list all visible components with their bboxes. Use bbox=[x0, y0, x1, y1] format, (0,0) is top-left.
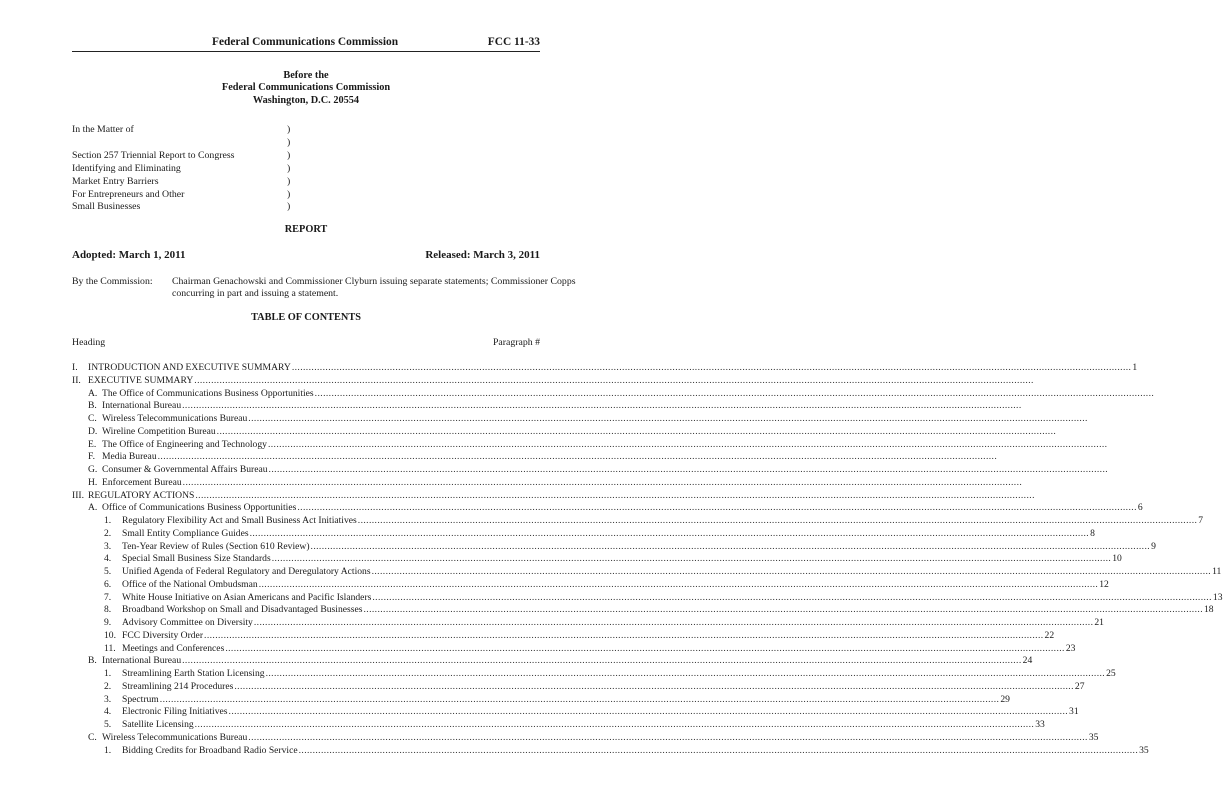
by-commission-text: Chairman Genachowski and Commissioner Clyburn issuing separate statements; Commissioner Copps concurring in part and issuing a statement. bbox=[172, 276, 576, 300]
report-title: REPORT bbox=[284, 224, 328, 235]
toc-entry-number: 8. bbox=[104, 604, 112, 616]
toc-entry-body bbox=[122, 719, 1045, 732]
toc-entry-paragraph bbox=[1056, 426, 1061, 439]
toc-entry-paragraph bbox=[1035, 490, 1040, 503]
toc-entry[interactable] bbox=[72, 566, 1222, 579]
toc-entry-paragraph: 24 bbox=[1022, 655, 1033, 667]
header-title: Federal Communications Commission bbox=[212, 36, 399, 48]
paren: ) bbox=[287, 188, 291, 200]
adopted-date: Adopted: March 1, 2011 bbox=[72, 249, 186, 261]
toc-dot-leader: ............................................................................................................................................................................................................................................................................................................ bbox=[159, 693, 1000, 705]
toc-dot-leader: ............................................................................................................................................................................................................................................................................................................ bbox=[297, 502, 1137, 514]
toc-entry[interactable] bbox=[72, 515, 1204, 528]
toc-entry-title: Ten-Year Review of Rules (Section 610 Review) bbox=[122, 540, 310, 552]
toc-entry[interactable] bbox=[72, 655, 1033, 668]
toc-entry-title: REGULATORY ACTIONS bbox=[88, 489, 195, 501]
toc-entry-body bbox=[102, 476, 1023, 490]
toc-entry-body bbox=[122, 604, 1214, 617]
paren: ) bbox=[287, 201, 291, 213]
toc-dot-leader: ............................................................................................................................................................................................................................................................................................................ bbox=[249, 527, 1090, 539]
caption-parentheses bbox=[287, 124, 290, 214]
toc-dot-leader: ............................................................................................................................................................................................................................................................................................................ bbox=[248, 731, 1088, 743]
toc-entry-number: 2. bbox=[104, 527, 112, 539]
toc-paragraph-label: Paragraph # bbox=[492, 337, 540, 348]
toc-dot-leader: ............................................................................................................................................................................................................................................................................................................ bbox=[225, 642, 1065, 654]
toc-entry-body bbox=[102, 425, 1057, 439]
toc-entry-body bbox=[122, 527, 1095, 541]
toc-entry-number: F. bbox=[88, 451, 95, 463]
toc-entry[interactable] bbox=[72, 464, 1109, 477]
toc-entry-number: D. bbox=[88, 425, 98, 437]
toc-entry-paragraph: 18 bbox=[1204, 604, 1214, 616]
toc-dot-leader: ............................................................................................................................................................................................................................................................................................................ bbox=[310, 540, 1151, 552]
toc-entry[interactable] bbox=[72, 387, 1155, 401]
matter-line: Small Businesses bbox=[72, 201, 141, 213]
toc-entry-number: 6. bbox=[104, 578, 112, 590]
toc-entry-title: Streamlining Earth Station Licensing bbox=[122, 668, 265, 679]
toc-entry-title: Spectrum bbox=[122, 693, 159, 705]
toc-entry-number: C. bbox=[88, 413, 97, 424]
toc-entry-number: 1. bbox=[104, 515, 112, 526]
toc-entry-number: H. bbox=[88, 476, 98, 488]
paren: ) bbox=[287, 175, 291, 187]
toc-entry-title: Small Entity Compliance Guides bbox=[122, 527, 249, 539]
toc-entry-title: Enforcement Bureau bbox=[102, 476, 182, 488]
toc-entry-number: 3. bbox=[104, 540, 112, 552]
toc-entry-title: International Bureau bbox=[102, 400, 182, 412]
toc-dot-leader: ............................................................................................................................................................................................................................................................................................................ bbox=[234, 680, 1074, 692]
table-of-contents bbox=[72, 362, 1223, 757]
toc-entry-body bbox=[102, 502, 1143, 515]
toc-dot-leader: ............................................................................................................................................................................................................................................................................................................ bbox=[258, 578, 1099, 590]
toc-entry-title: Electronic Filing Initiatives bbox=[122, 706, 228, 718]
toc-entry-title: Meetings and Conferences bbox=[122, 642, 225, 654]
toc-entry-paragraph: 6 bbox=[1137, 502, 1143, 514]
toc-entry-title: International Bureau bbox=[102, 655, 182, 667]
toc-entry-number: 3. bbox=[104, 693, 112, 705]
toc-entry-title: The Office of Engineering and Technology bbox=[102, 438, 267, 450]
toc-entry[interactable] bbox=[72, 591, 1223, 605]
in-the-matter-block bbox=[72, 124, 332, 214]
toc-dot-leader: ............................................................................................................................................................................................................................................................................................................ bbox=[363, 604, 1203, 616]
toc-entry-body bbox=[122, 617, 1104, 630]
toc-entry-number: B. bbox=[88, 400, 97, 412]
toc-entry-title: Wireless Telecommunications Bureau bbox=[102, 413, 248, 424]
toc-entry[interactable] bbox=[72, 413, 1088, 426]
toc-entry-number: 1. bbox=[104, 668, 112, 679]
toc-entry-body bbox=[122, 515, 1204, 528]
toc-entry[interactable] bbox=[72, 731, 1099, 745]
toc-dot-leader: ............................................................................................................................................................................................................................................................................................................ bbox=[371, 566, 1212, 577]
caption-address: Washington, D.C. 20554 bbox=[252, 94, 360, 106]
toc-entry-body bbox=[122, 591, 1223, 605]
toc-entry-body bbox=[102, 451, 998, 464]
toc-entry-body bbox=[122, 578, 1109, 592]
toc-entry-number: 1. bbox=[104, 744, 112, 756]
toc-entry[interactable] bbox=[72, 451, 998, 464]
toc-entry[interactable] bbox=[72, 604, 1214, 617]
toc-entry-paragraph: 12 bbox=[1099, 578, 1109, 590]
toc-entry-title: Media Bureau bbox=[102, 451, 157, 463]
toc-dot-leader: ............................................................................................................................................................................................................................................................................................................ bbox=[253, 617, 1094, 628]
toc-entry-number: 7. bbox=[104, 591, 112, 603]
toc-entry-body bbox=[102, 400, 1022, 413]
toc-entry[interactable] bbox=[72, 642, 1076, 656]
toc-entry-number: C. bbox=[88, 731, 97, 743]
toc-entry-title: White House Initiative on Asian Americans and Pacific Islanders bbox=[122, 591, 372, 603]
toc-entry-paragraph bbox=[1107, 439, 1112, 452]
caption-block bbox=[72, 70, 540, 107]
toc-entry-title: Advisory Committee on Diversity bbox=[122, 617, 253, 628]
toc-dot-leader: ............................................................................................................................................................................................................................................................................................................ bbox=[248, 413, 1088, 424]
toc-entry-body bbox=[102, 438, 1108, 452]
by-commission-label: By the Commission: bbox=[72, 276, 153, 287]
toc-dot-leader: ............................................................................................................................................................................................................................................................................................................ bbox=[195, 489, 1035, 501]
toc-entry[interactable] bbox=[72, 362, 1138, 375]
toc-dot-leader: ............................................................................................................................................................................................................................................................................................................ bbox=[182, 655, 1022, 667]
toc-entry-title: Office of Communications Business Opportunities bbox=[102, 502, 297, 514]
toc-entry-title: Wireless Telecommunications Bureau bbox=[102, 731, 248, 743]
toc-entry[interactable] bbox=[72, 578, 1109, 592]
caption-line-1: Before the bbox=[283, 70, 329, 81]
toc-entry-number: 4. bbox=[104, 706, 112, 718]
toc-entry-paragraph: 27 bbox=[1074, 680, 1085, 692]
toc-entry[interactable] bbox=[72, 693, 1010, 707]
toc-entry[interactable] bbox=[72, 680, 1085, 694]
toc-entry-body bbox=[122, 642, 1076, 656]
toc-heading-label: Heading bbox=[72, 337, 106, 348]
toc-entry-body bbox=[102, 464, 1109, 477]
toc-dot-leader: ............................................................................................................................................................................................................................................................................................................ bbox=[372, 591, 1212, 603]
toc-entry-paragraph: 21 bbox=[1094, 617, 1104, 628]
header-rule bbox=[72, 51, 540, 52]
toc-entry-title: FCC Diversity Order bbox=[122, 629, 204, 641]
toc-entry-paragraph: 13 bbox=[1212, 591, 1223, 603]
toc-entry-body bbox=[122, 668, 1116, 681]
matter-line: In the Matter of bbox=[72, 124, 134, 135]
toc-entry[interactable] bbox=[72, 527, 1095, 541]
toc-column-headers bbox=[72, 337, 540, 349]
toc-entry[interactable] bbox=[72, 425, 1057, 439]
toc-entry-title: The Office of Communications Business Opportunities bbox=[102, 387, 314, 399]
toc-entry-paragraph bbox=[997, 451, 1002, 464]
header-docket-number: FCC 11-33 bbox=[487, 36, 540, 48]
toc-entry-paragraph: 35 bbox=[1139, 744, 1149, 756]
toc-entry-number: 4. bbox=[104, 553, 112, 565]
toc-entry-paragraph: 22 bbox=[1044, 629, 1055, 641]
toc-entry-paragraph: 10 bbox=[1112, 553, 1122, 565]
toc-entry-body bbox=[88, 374, 1034, 388]
toc-entry-number: G. bbox=[88, 464, 98, 475]
toc-entry-body bbox=[122, 540, 1156, 554]
toc-dot-leader: ............................................................................................................................................................................................................................................................................................................ bbox=[314, 387, 1155, 399]
toc-entry-number: 2. bbox=[104, 680, 112, 692]
toc-entry-paragraph bbox=[1108, 464, 1113, 477]
matter-line bbox=[72, 137, 332, 150]
toc-entry-body bbox=[102, 655, 1033, 668]
toc-dot-leader: ............................................................................................................................................................................................................................................................................................................ bbox=[291, 362, 1132, 373]
toc-entry-number: I. bbox=[72, 362, 78, 373]
toc-entry-body bbox=[122, 693, 1010, 707]
toc-entry-body bbox=[122, 566, 1222, 579]
toc-entry[interactable] bbox=[72, 706, 1079, 719]
toc-entry-title: Regulatory Flexibility Act and Small Business Act Initiatives bbox=[122, 515, 357, 526]
toc-entry-body bbox=[122, 553, 1122, 566]
caption-agency: Federal Communications Commission bbox=[221, 82, 391, 94]
toc-entry-body bbox=[102, 387, 1155, 401]
matter-line: Identifying and Eliminating bbox=[72, 162, 181, 174]
toc-entry[interactable] bbox=[72, 617, 1104, 630]
toc-entry-title: Broadband Workshop on Small and Disadvantaged Businesses bbox=[122, 604, 363, 616]
paren: ) bbox=[287, 124, 291, 135]
toc-entry-title: Unified Agenda of Federal Regulatory and Deregulatory Actions bbox=[122, 566, 371, 577]
toc-entry[interactable] bbox=[72, 540, 1156, 554]
toc-dot-leader: ............................................................................................................................................................................................................................................................................................................ bbox=[216, 425, 1057, 437]
toc-entry-number: A. bbox=[88, 502, 98, 514]
toc-entry-number: 10. bbox=[104, 629, 116, 641]
toc-entry-body bbox=[122, 629, 1055, 643]
toc-entry-number: 9. bbox=[104, 617, 112, 628]
toc-entry-paragraph: 35 bbox=[1088, 731, 1099, 743]
toc-entry-number: II. bbox=[72, 374, 81, 386]
toc-entry-number: E. bbox=[88, 438, 97, 450]
toc-entry-body bbox=[122, 706, 1079, 719]
toc-entry-paragraph bbox=[1088, 413, 1093, 426]
toc-entry-number: III. bbox=[72, 489, 84, 501]
toc-entry-title: Wireline Competition Bureau bbox=[102, 425, 216, 437]
toc-entry-paragraph bbox=[1154, 388, 1159, 401]
toc-dot-leader: ............................................................................................................................................................................................................................................................................................................ bbox=[268, 464, 1109, 475]
toc-dot-leader: ............................................................................................................................................................................................................................................................................................................ bbox=[182, 400, 1022, 412]
toc-dot-leader: ............................................................................................................................................................................................................................................................................................................ bbox=[157, 451, 998, 463]
running-header bbox=[72, 36, 540, 50]
toc-entry[interactable] bbox=[72, 476, 1023, 490]
toc-dot-leader: ............................................................................................................................................................................................................................................................................................................ bbox=[204, 629, 1044, 641]
toc-entry-title: Bidding Credits for Broadband Radio Service bbox=[122, 744, 298, 756]
toc-entry-body bbox=[122, 680, 1085, 694]
toc-dot-leader: ............................................................................................................................................................................................................................................................................................................ bbox=[267, 438, 1108, 450]
toc-entry[interactable] bbox=[72, 400, 1022, 413]
toc-entry-body bbox=[88, 489, 1035, 503]
toc-entry[interactable] bbox=[72, 719, 1045, 732]
toc-dot-leader: ............................................................................................................................................................................................................................................................................................................ bbox=[357, 515, 1198, 526]
paren: ) bbox=[287, 149, 291, 161]
dates-line bbox=[72, 249, 540, 263]
toc-entry-title: EXECUTIVE SUMMARY bbox=[88, 374, 194, 386]
toc-dot-leader: ............................................................................................................................................................................................................................................................................................................ bbox=[194, 374, 1034, 386]
toc-entry-title: Consumer & Governmental Affairs Bureau bbox=[102, 464, 268, 475]
toc-entry-paragraph: 11 bbox=[1212, 566, 1222, 577]
toc-entry-paragraph: 1 bbox=[1132, 362, 1138, 373]
toc-entry[interactable] bbox=[72, 553, 1122, 566]
toc-entry-body bbox=[122, 744, 1149, 758]
toc-entry-paragraph: 25 bbox=[1106, 668, 1116, 679]
matter-line: Market Entry Barriers bbox=[72, 175, 159, 187]
toc-dot-leader: ............................................................................................................................................................................................................................................................................................................ bbox=[228, 706, 1069, 718]
toc-entry-paragraph: 23 bbox=[1065, 642, 1076, 654]
toc-dot-leader: ............................................................................................................................................................................................................................................................................................................ bbox=[182, 476, 1023, 488]
toc-entry[interactable] bbox=[72, 489, 1035, 503]
released-date: Released: March 3, 2011 bbox=[425, 249, 540, 261]
toc-entry-body bbox=[102, 731, 1099, 745]
toc-entry-paragraph: 8 bbox=[1090, 527, 1095, 539]
toc-entry-paragraph bbox=[1022, 477, 1027, 490]
toc-entry-body bbox=[102, 413, 1088, 426]
toc-entry[interactable] bbox=[72, 502, 1143, 515]
toc-entry-number: 5. bbox=[104, 719, 112, 730]
paren: ) bbox=[287, 162, 291, 174]
toc-entry-title: INTRODUCTION AND EXECUTIVE SUMMARY bbox=[88, 362, 291, 373]
toc-dot-leader: ............................................................................................................................................................................................................................................................................................................ bbox=[194, 719, 1035, 730]
matter-line: For Entrepreneurs and Other bbox=[72, 188, 185, 200]
paren: ) bbox=[287, 136, 291, 148]
toc-entry-paragraph bbox=[1022, 400, 1027, 413]
toc-entry-title: Satellite Licensing bbox=[122, 719, 194, 730]
toc-entry-title: Special Small Business Size Standards bbox=[122, 553, 271, 565]
toc-entry[interactable] bbox=[72, 629, 1055, 643]
toc-dot-leader: ............................................................................................................................................................................................................................................................................................................ bbox=[271, 553, 1112, 565]
toc-entry-paragraph: 33 bbox=[1035, 719, 1045, 730]
toc-entry-number: 11. bbox=[104, 642, 116, 654]
toc-entry-paragraph: 31 bbox=[1069, 706, 1079, 718]
toc-entry[interactable] bbox=[72, 744, 1149, 758]
toc-entry[interactable] bbox=[72, 668, 1116, 681]
matter-line: Section 257 Triennial Report to Congress bbox=[72, 149, 235, 161]
toc-entry-number: A. bbox=[88, 387, 98, 399]
toc-dot-leader: ............................................................................................................................................................................................................................................................................................................ bbox=[298, 744, 1139, 756]
toc-entry-paragraph: 29 bbox=[1000, 693, 1010, 705]
toc-entry-title: Streamlining 214 Procedures bbox=[122, 680, 234, 692]
toc-entry-paragraph: 9 bbox=[1151, 540, 1156, 552]
toc-entry[interactable] bbox=[72, 374, 1034, 388]
toc-entry-body bbox=[88, 362, 1138, 375]
toc-title: TABLE OF CONTENTS bbox=[251, 312, 361, 323]
toc-entry[interactable] bbox=[72, 438, 1108, 452]
toc-entry-paragraph bbox=[1034, 375, 1039, 388]
toc-entry-number: 5. bbox=[104, 566, 112, 577]
toc-entry-number: B. bbox=[88, 655, 97, 667]
toc-dot-leader: ............................................................................................................................................................................................................................................................................................................ bbox=[265, 668, 1106, 679]
toc-entry-title: Office of the National Ombudsman bbox=[122, 578, 258, 590]
toc-entry-paragraph: 7 bbox=[1198, 515, 1204, 526]
